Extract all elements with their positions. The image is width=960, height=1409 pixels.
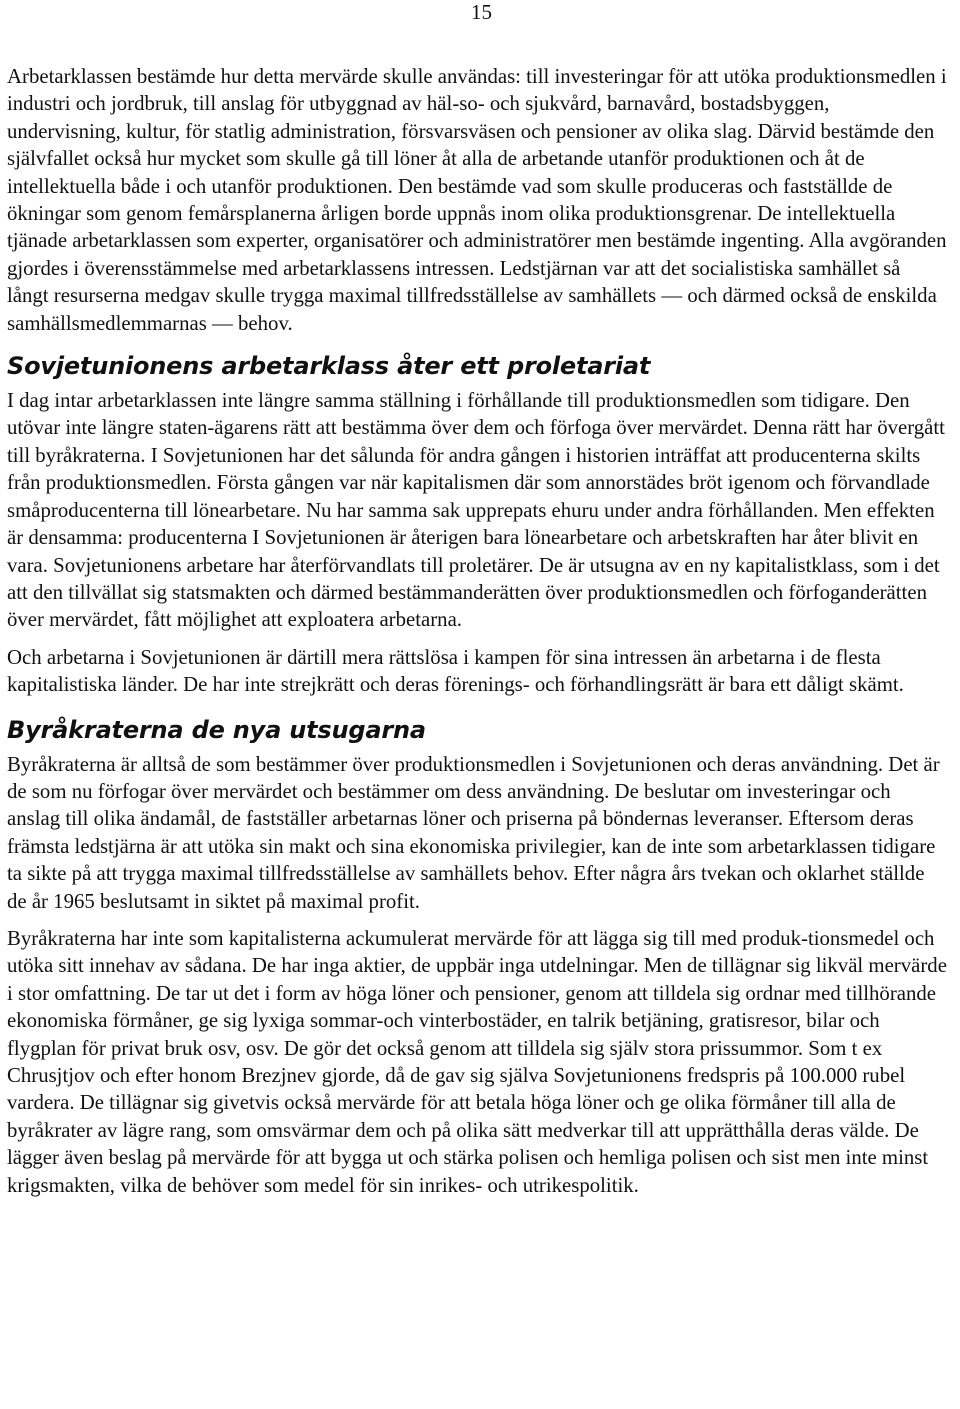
paragraph-3: Och arbetarna i Sovjetunionen är därtill mera rättslösa i kampen för sina intressen än arbetarna i de flesta kapitalistiska länder. De har inte strejkrätt och deras förenings- och förhandlingsrätt är bara ett dåligt skämt. <box>7 645 904 697</box>
heading-sovjetunionens-arbetarklass: Sovjetunionens arbetarklass åter ett proletariat <box>7 352 651 381</box>
paragraph-2: I dag intar arbetarklassen inte längre samma ställning i förhållande till produktionsmedlen som tidigare. Den utövar inte längre staten-ägarens rätt att bestämma över dem och förfoga över mervärdet. Denna rätt har övergått till byråkraterna. I Sovjetunionen har det sålunda för andra gången i historien inträffat att producenterna skilts från produktionsmedlen. Första gången var när kapitalismen där som annorstädes bröt igenom och förvandlade småproducenterna till lönearbetare. Nu har samma sak upprepats ehuru under andra förhållanden. Men effekten är densamma: producenterna I Sovjetunionen är återigen bara lönearbetare och arbetskraften har åter blivit en vara. Sovjetunionens arbetare har återförvandlats till proletärer. De är utsugna av en ny kapitalistklass, som i det att den tillvällat sig statsmakten och därmed bestämmanderätten över produktionsmedlen och förfoganderätten över mervärdet, fått möjlighet att exploatera arbetarna. <box>7 389 945 632</box>
document-body <box>7 63 947 1199</box>
paragraph-5: Byråkraterna har inte som kapitalisterna ackumulerat mervärde för att lägga sig till med produk-tionsmedel och utöka sitt innehav av sådana. De har inga aktier, de uppbär inga utdelningar. Men de tillägnar sig likväl mervärde i stor omfattning. De tar ut det i form av höga löner och pensioner, genom att tilldela sig ordnar med tillhörande ekonomiska förmåner, ge sig lyxiga sommar-och vinterbostäder, en talrik betjäning, gratisresor, bilar och flygplan för privat bruk osv, osv. De gör det också genom att tilldela sig själv stora prissummor. Som t ex Chrusjtjov och efter honom Brezjnev gjorde, då de gav sig själva Sovjetunionens fredspris på 100.000 rubel vardera. De tillägnar sig givetvis också mervärde för att betala höga löner och ge olika förmåner till alla de byråkrater av lägre rang, som omsvärmar dem och på olika sätt medverkar till att upprätthålla deras välde. De lägger även beslag på mervärde för att bygga ut och stärka polisen och hemliga polisen och sist men inte minst krigsmakten, vilka de behöver som medel för sin inrikes- och utrikespolitik. <box>7 926 947 1197</box>
page-number: 15 <box>471 0 492 24</box>
paragraph-4: Byråkraterna är alltså de som bestämmer över produktionsmedlen i Sovjetunionen och deras användning. Det är de som nu förfogar över mervärdet och bestämmer om dess användning. De beslutar om investeringar och anslag till olika ändamål, de fastställer arbetarnas löner och priserna på böndernas leveranser. Eftersom deras främsta ledstjärna är att utöka sin makt och sina ekonomiska privilegier, kan de inte som arbetarklassen tidigare ta sikte på att trygga maximal tillfredsställelse av samhällets behov. Efter några års tvekan och oklarhet ställde de år 1965 beslutsamt in siktet på maximal profit. <box>7 752 940 913</box>
heading-byrakraterna: Byråkraterna de nya utsugarna <box>7 715 426 744</box>
paragraph-1: Arbetarklassen bestämde hur detta mervärde skulle användas: till investeringar för att utöka produktionsmedlen i industri och jordbruk, till anslag för utbyggnad av häl-so- och sjukvård, barnavård, bostadsbyggen, undervisning, kultur, för statlig administration, försvarsväsen och pensioner av olika slag. Därvid bestämde den självfallet också hur mycket som skulle gå till löner åt alla de arbetande utanför produktionen och åt de intellektuella både i och utanför produktionen. Den bestämde vad som skulle produceras och fastställde de ökningar som genom femårsplanerna årligen borde uppnås inom olika produktionsgrenar. De intellektuella tjänade arbetarklassen som experter, organisatörer och administratörer men bestämde ingenting. Alla avgöranden gjordes i överensstämmelse med arbetarklassens intressen. Ledstjärnan var att det socialistiska samhället så långt resurserna medgav skulle trygga maximal tillfredsställelse av samhällets — och därmed också de enskilda samhällsmedlemmarnas — behov. <box>7 65 947 335</box>
